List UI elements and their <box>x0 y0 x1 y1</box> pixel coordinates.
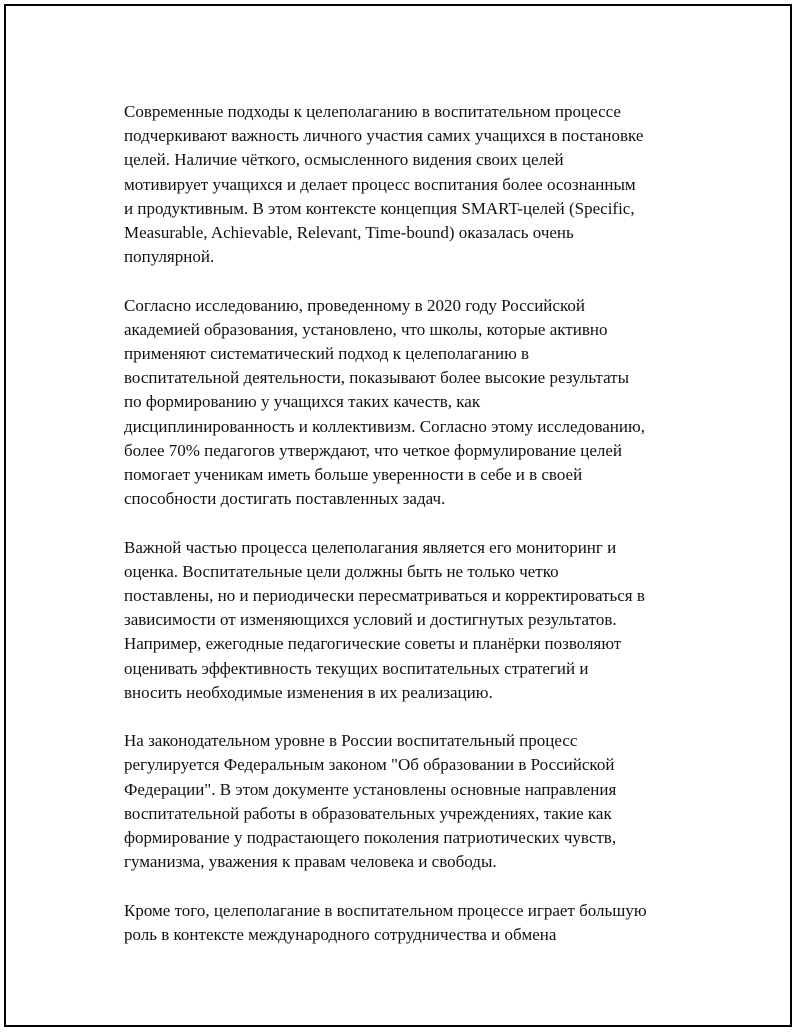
paragraph-2 <box>124 294 696 512</box>
paragraph-1 <box>124 100 696 269</box>
text-line: дисциплинированность и коллективизм. Согласно этому исследованию, <box>124 416 645 436</box>
text-line: гуманизма, уважения к правам человека и свободы. <box>124 852 497 872</box>
text-line: зависимости от изменяющихся условий и достигнутых результатов. <box>124 610 617 630</box>
text-line: и продуктивным. В этом контексте концепция SMART-целей (Specific, <box>124 198 635 218</box>
text-line: применяют систематический подход к целеполаганию в <box>124 344 530 364</box>
text-line: Современные подходы к целеполаганию в воспитательном процессе <box>124 102 621 121</box>
text-line: формирование у подрастающего поколения патриотических чувств, <box>124 828 617 848</box>
text-line: роль в контексте международного сотрудничества и обмена <box>124 924 557 944</box>
text-line: помогает ученикам иметь больше уверенности в себе и в своей <box>124 465 583 485</box>
text-line: воспитательной работы в образовательных учреждениях, такие как <box>124 803 612 823</box>
text-line: регулируется Федеральным законом "Об образовании в Российской <box>124 755 615 775</box>
text-line: Например, ежегодные педагогические советы и планёрки позволяют <box>124 634 622 654</box>
text-line: мотивирует учащихся и делает процесс воспитания более осознанным <box>124 174 636 194</box>
text-line: оценивать эффективность текущих воспитательных стратегий и <box>124 658 589 678</box>
text-line: более 70% педагогов утверждают, что четкое формулирование целей <box>124 440 623 460</box>
text-line: Measurable, Achievable, Relevant, Time-bound) оказалась очень <box>124 223 574 243</box>
paragraph-4 <box>124 729 696 874</box>
text-line: оценка. Воспитательные цели должны быть не только четко <box>124 561 559 581</box>
text-line: Важной частью процесса целеполагания является его мониторинг и <box>124 537 617 557</box>
text-line: воспитательной деятельности, показывают более высокие результаты <box>124 368 630 388</box>
text-line: вносить необходимые изменения в их реализацию. <box>124 682 493 702</box>
text-line: целей. Наличие чёткого, осмысленного видения своих целей <box>124 150 564 170</box>
document-body <box>124 100 696 971</box>
text-line: На законодательном уровне в России воспитательный процесс <box>124 731 578 751</box>
paragraph-5 <box>124 899 696 947</box>
text-line: подчеркивают важность личного участия самих учащихся в постановке <box>124 126 644 146</box>
page-frame <box>4 4 792 1027</box>
text-line: способности достигать поставленных задач. <box>124 489 446 509</box>
text-line: поставлены, но и периодически пересматриваться и корректироваться в <box>124 586 645 606</box>
paragraph-3 <box>124 536 696 705</box>
text-line: популярной. <box>124 247 215 267</box>
text-line: Согласно исследованию, проведенному в 2020 году Российской <box>124 295 585 315</box>
text-line: академией образования, установлено, что школы, которые активно <box>124 319 608 339</box>
text-line: по формированию у учащихся таких качеств, как <box>124 392 481 412</box>
text-line: Кроме того, целеполагание в воспитательном процессе играет большую <box>124 900 647 920</box>
text-line: Федерации". В этом документе установлены основные направления <box>124 779 617 799</box>
